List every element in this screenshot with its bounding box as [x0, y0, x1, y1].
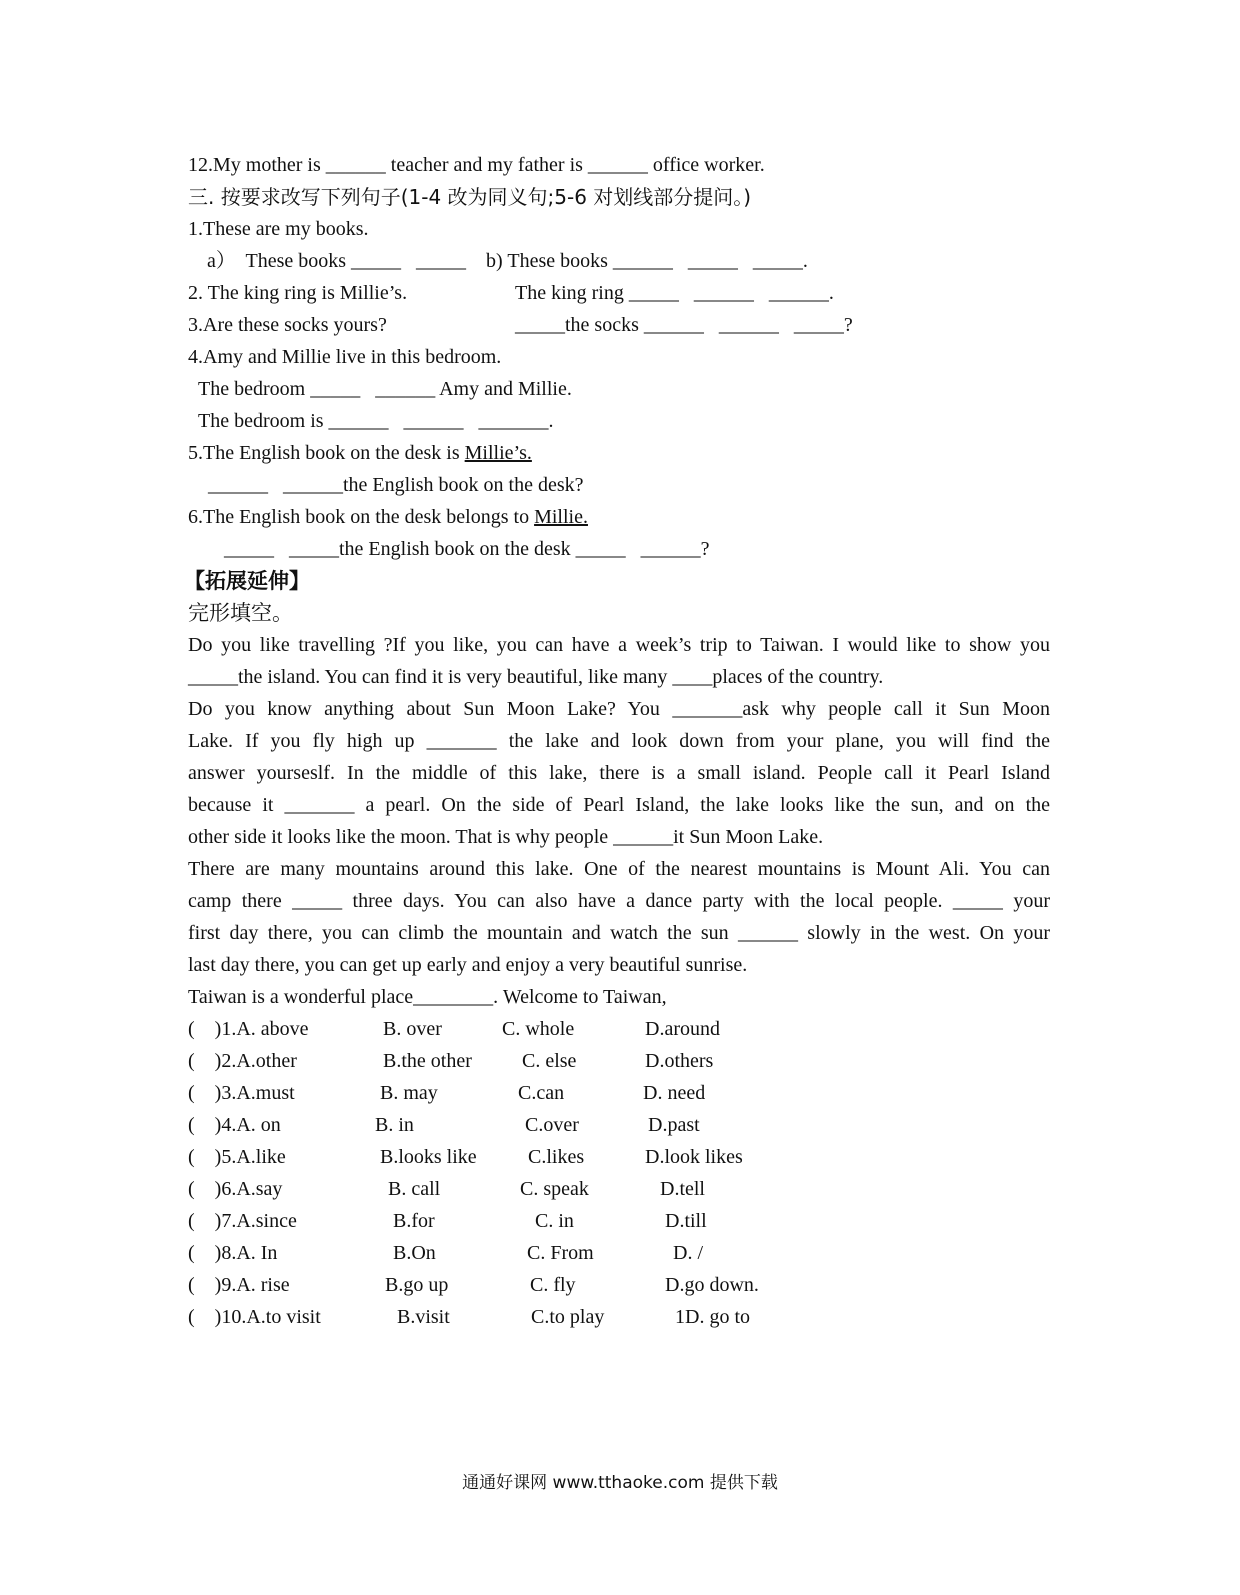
option-a: ( )10.A.to visit — [188, 1306, 321, 1328]
option-a: ( )5.A.like — [188, 1146, 286, 1168]
option-c: C. whole — [502, 1018, 575, 1040]
passage-line: camp there _____ three days. You can also have a dance party with the local people. _____ your — [188, 890, 1050, 912]
passage-line: Lake. If you fly high up _______ the lake and look down from your plane, you will find the — [188, 730, 1050, 752]
option-b: B.visit — [397, 1306, 450, 1328]
option-d: D. / — [673, 1242, 703, 1264]
option-b: B.go up — [385, 1274, 449, 1296]
option-a: ( )8.A. In — [188, 1242, 278, 1264]
passage-line: first day there, you can climb the mountain and watch the sun ______ slowly in the west. On your — [188, 922, 1050, 944]
option-b: B. call — [388, 1178, 441, 1200]
option-d: D. need — [643, 1082, 706, 1104]
passage-line: answer yourseslf. In the middle of this lake, there is a small island. People call it Pearl Island — [188, 762, 1050, 784]
rewrite-5 — [188, 440, 532, 466]
option-d: D.around — [645, 1018, 720, 1040]
option-d: 1D. go to — [675, 1306, 750, 1328]
extension-heading: 【拓展延伸】 — [184, 569, 310, 593]
rewrite-4-answer-a: The bedroom _____ ______ Amy and Millie. — [198, 378, 572, 400]
question-12: 12.My mother is ______ teacher and my father is ______ office worker. — [188, 154, 765, 176]
option-a: ( )6.A.say — [188, 1178, 283, 1200]
passage-line: _____the island. You can find it is very beautiful, like many ____places of the country. — [188, 666, 884, 688]
option-a: ( )1.A. above — [188, 1018, 309, 1040]
option-d: D.tell — [660, 1178, 705, 1200]
passage-line: There are many mountains around this lake. One of the nearest mountains is Mount Ali. You can — [188, 858, 1050, 880]
cloze-title: 完形填空。 — [188, 601, 293, 625]
passage-line: because it _______ a pearl. On the side of Pearl Island, the lake looks like the sun, and on the — [188, 794, 1050, 816]
passage-line: Do you know anything about Sun Moon Lake? You _______ask why people call it Sun Moon — [188, 698, 1050, 720]
rewrite-5-text: 5.The English book on the desk is — [188, 442, 465, 464]
passage-line: last day there, you can get up early and enjoy a very beautiful sunrise. — [188, 954, 748, 976]
option-a: ( )2.A.other — [188, 1050, 297, 1072]
option-c: C. fly — [530, 1274, 576, 1296]
option-a: ( )3.A.must — [188, 1082, 295, 1104]
option-b: B.for — [393, 1210, 435, 1232]
option-d: D.look likes — [645, 1146, 743, 1168]
footer-credit: 通通好课网 www.tthaoke.com 提供下载 — [462, 1473, 778, 1493]
option-d: D.till — [665, 1210, 707, 1232]
rewrite-3-answer: _____the socks ______ ______ _____? — [515, 314, 853, 336]
option-c: C.likes — [528, 1146, 585, 1168]
rewrite-2: 2. The king ring is Millie’s. — [188, 282, 408, 304]
rewrite-6-underlined: Millie. — [534, 506, 588, 528]
option-c: C.to play — [531, 1306, 605, 1328]
option-b: B. over — [383, 1018, 442, 1040]
option-a: ( )7.A.since — [188, 1210, 297, 1232]
passage-line: Taiwan is a wonderful place________. Welcome to Taiwan, — [188, 986, 667, 1008]
option-d: D.go down. — [665, 1274, 759, 1296]
option-b: B. may — [380, 1082, 438, 1104]
passage-line: other side it looks like the moon. That is why people ______it Sun Moon Lake. — [188, 826, 824, 848]
option-b: B.On — [393, 1242, 436, 1264]
rewrite-1: 1.These are my books. — [188, 218, 369, 240]
rewrite-4-answer-b: The bedroom is ______ ______ _______. — [198, 410, 554, 432]
rewrite-1-answers: a） These books _____ _____ b) These books ______ _____ _____. — [207, 250, 808, 272]
option-c: C. else — [522, 1050, 577, 1072]
option-a: ( )4.A. on — [188, 1114, 281, 1136]
rewrite-2-answer: The king ring _____ ______ ______. — [515, 282, 834, 304]
rewrite-6 — [188, 504, 588, 530]
passage-line: Do you like travelling ?If you like, you can have a week’s trip to Taiwan. I would like to show you — [188, 634, 1050, 656]
rewrite-3: 3.Are these socks yours? — [188, 314, 387, 336]
option-d: D.others — [645, 1050, 714, 1072]
section-3-title: 三. 按要求改写下列句子(1-4 改为同义句;5-6 对划线部分提问。) — [188, 185, 752, 209]
rewrite-4: 4.Amy and Millie live in this bedroom. — [188, 346, 502, 368]
rewrite-5-answer: ______ ______the English book on the desk? — [208, 474, 584, 496]
option-c: C. speak — [520, 1178, 589, 1200]
option-b: B.the other — [383, 1050, 472, 1072]
rewrite-6-text: 6.The English book on the desk belongs to — [188, 506, 535, 528]
option-c: C.over — [525, 1114, 579, 1136]
rewrite-6-answer: _____ _____the English book on the desk _____ ______? — [224, 538, 710, 560]
option-d: D.past — [648, 1114, 700, 1136]
option-c: C. in — [535, 1210, 574, 1232]
option-c: C. From — [527, 1242, 594, 1264]
option-a: ( )9.A. rise — [188, 1274, 290, 1296]
rewrite-5-underlined: Millie’s. — [464, 442, 532, 464]
option-b: B. in — [375, 1114, 414, 1136]
option-b: B.looks like — [380, 1146, 477, 1168]
option-c: C.can — [518, 1082, 565, 1104]
